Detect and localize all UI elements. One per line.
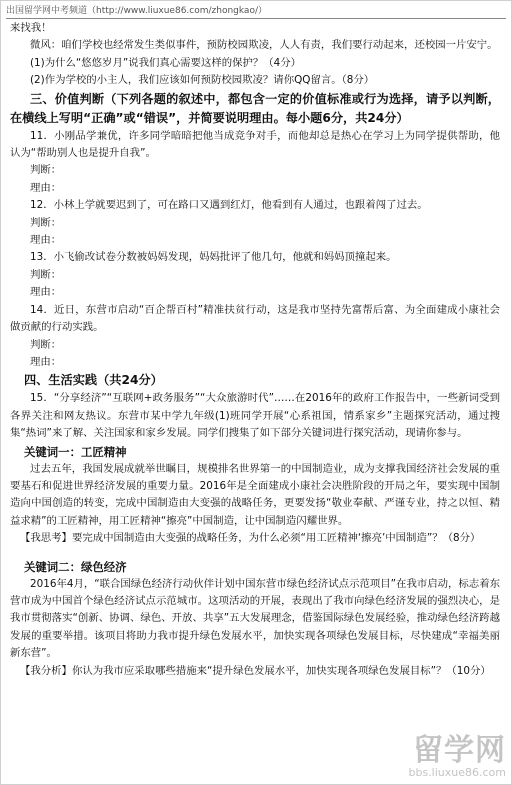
reason-label: 理由： (30, 234, 62, 247)
question-item: 14．近日，东营市启动“百企帮百村”精准扶贫行动，这是我市坚持先富帮后富、为全面建成小康社会做贡献的行动实践。 (10, 303, 500, 334)
page-header: 出国留学网中考频道（http://www.liuxue86.com/zhongkao/） (6, 3, 506, 19)
question-item: 11．小刚品学兼优，许多同学暗暗把他当成竞争对手，而他却总是热心在学习上为同学提供帮助，他认为“帮助别人也是提升自我”。 (10, 129, 500, 160)
text-paragraph: 过去五年，我国发展成就举世瞩目，规模排名世界第一的中国制造业，成为支撑我国经济社会发展的重要基石和促进世界经济发展的重要力量。2016年是全面建成小康社会决胜阶段的开局之年，要实现中国制造向中国创造的转变，完成中国制造由大变强的战略任务，更要发扬“敬业奉献、严谨专业，持之以恒、精益求精”的工匠精神，用工匠精神“擦亮”中国制造，让中国制造闪耀世界。 (10, 462, 500, 527)
watermark-url: bbs.liuxue86.com (408, 766, 506, 779)
question-item: 【我思考】要完成中国制造由大变强的战略任务，为什么必须“用工匠精神‘擦亮’中国制造”？（8分） (20, 532, 481, 545)
document-body (10, 20, 500, 680)
text-paragraph: 2016年4月，“联合国绿色经济行动伙伴计划中国东营市绿色经济试点示范项目”在我市启动，标志着东营市成为中国首个绿色经济试点示范城市。这项活动的开展，表现出了我市向绿色经济发展的强烈决心，是我市贯彻落实“创新、协调、绿色、开放、共享”五大发展理念，借鉴国际绿色发展经验，推动绿色经济跨越发展的重要举措。该项目将助力我市提升绿色发展水平，加快实现各项绿色发展目标，尽快建成“幸福美丽新东营”。 (10, 577, 500, 660)
watermark-title: 留学网 (413, 733, 506, 768)
keyword-heading: 关键词二：绿色经济 (24, 559, 127, 574)
question-item: (1)为什么“悠悠岁月”说我们真心需要这样的保护？（4分） (30, 56, 302, 69)
text-paragraph: 微风：咱们学校也经常发生类似事件，预防校园欺凌，人人有责，我们要行动起来，还校园一片安宁。 (30, 39, 498, 52)
reason-label: 理由： (30, 355, 62, 368)
judge-label: 判断： (30, 268, 62, 281)
section-heading: 三、价值判断（下列各题的叙述中，都包含一定的价值标准或行为选择，请予以判断，在横线上写明“正确”或“错误”，并简要说明理由。每小题6分，共24分） (10, 91, 500, 125)
question-item: 15．“分享经济”“互联网+政务服务”“大众旅游时代”……在2016年的政府工作报告中，一些新词受到各界关注和网友热议。东营市某中学九年级(1)班同学开展“心系祖国，情系家乡”主题探究活动，通过搜集“热词”来了解、关注国家和家乡发展。同学们搜集了如下部分关键词进行探究活动，现请你参与。 (10, 392, 500, 440)
judge-label: 判断： (30, 338, 62, 351)
judge-label: 判断： (30, 164, 62, 177)
question-item: 13．小飞偷改试卷分数被妈妈发现，妈妈批评了他几句，他就和妈妈顶撞起来。 (30, 251, 397, 264)
reason-label: 理由： (30, 286, 62, 299)
section-heading: 四、生活实践（共24分） (24, 373, 163, 388)
question-item: 【我分析】你认为我市应采取哪些措施来“提升绿色发展水平，加快实现各项绿色发展目标”？（10分） (20, 664, 491, 677)
question-item: 12．小林上学就要迟到了，可在路口又遇到红灯，他看到有人通过，也跟着闯了过去。 (30, 199, 428, 212)
keyword-heading: 关键词一：工匠精神 (24, 444, 127, 459)
watermark-logo (408, 735, 506, 779)
judge-label: 判断： (30, 216, 62, 229)
text-line: 来找我！ (10, 22, 52, 34)
reason-label: 理由： (30, 181, 62, 194)
question-item: (2)作为学校的小主人，我们应该如何预防校园欺凌？请你QQ留言。（8分） (30, 74, 375, 87)
